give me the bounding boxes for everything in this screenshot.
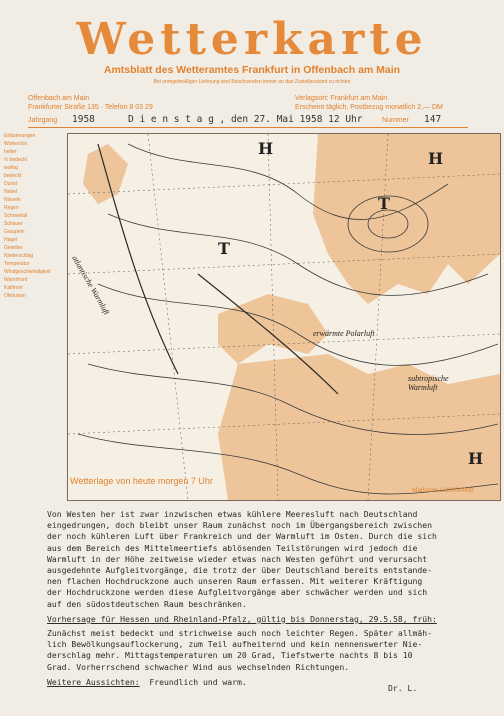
label-subtropical-warm-air: subtropische Warmluft xyxy=(408,374,449,392)
legend-item: ½ bedeckt xyxy=(4,157,28,163)
jahrgang-label: Jahrgang xyxy=(28,117,58,124)
legend-item: Nebel xyxy=(4,189,18,195)
svg-text:T: T xyxy=(218,239,230,258)
legend-item: Hagel xyxy=(4,237,18,243)
legend-item: bedeckt xyxy=(4,173,22,179)
legend-item: heiter xyxy=(4,149,17,155)
legend-item: Regen xyxy=(4,205,19,211)
signature: Dr. L. xyxy=(388,683,418,693)
legend-item: Schauer xyxy=(4,221,23,227)
synopsis-paragraph: Von Westen her ist zwar inzwischen etwas kühlere Meeresluft nach Deutschland eingedrungen, doch bleibt unser Raum zunächst noch im Übergangsbereich zwischen der noch kühleren Luft über Frankreich und der Warmluft im Osten. Durch die sich aus dem Bereich des Mittelmeertiefs ablösenden Teilstörungen wird jedoch die Warmluft in der Höhe zeitweise wieder etwas nach Westen geführt und verursacht ausgedehnte Aufgleitvorgänge, die trotz der über Deutschland bereits entstande- nen flachen Hochdruckzone auch unseren Raum erfassen. Mit weiterer Kräftigung der Hochdruckzone werden diese Aufgleitvorgänge aber schwächer werden und sich auf den südostdeutschen Raum beschränken. xyxy=(47,509,437,609)
legend-item: Graupeln xyxy=(4,229,25,235)
outlook-value: Freundlich und warm. xyxy=(149,676,247,687)
forecast-heading: Vorhersage für Hessen und Rheinland-Pfalz, gültig bis Donnerstag, 29.5.58, früh: xyxy=(47,613,437,624)
masthead-title: Wetterkarte xyxy=(76,14,428,65)
publisher-city: Offenbach am Main xyxy=(28,95,89,102)
legend-item: wolkig xyxy=(4,165,18,171)
label-atlantic-warm-air: atlantische Warmluft xyxy=(70,254,112,317)
issue-date: D i e n s t a g , den 27. Mai 1958 12 Uhr xyxy=(128,114,363,125)
legend-item: Temperatur xyxy=(4,261,30,267)
legend-item: Niederschlag xyxy=(4,253,34,259)
header-rule xyxy=(28,127,468,128)
legend-item: Gewitter xyxy=(4,245,23,251)
svg-text:H: H xyxy=(428,149,444,168)
weather-map xyxy=(67,133,501,501)
legend-item: Warmfront xyxy=(4,277,28,283)
svg-text:T: T xyxy=(378,194,390,213)
weather-map-drawing xyxy=(68,134,500,500)
issue-line xyxy=(28,114,468,126)
map-legend xyxy=(4,132,66,502)
legend-item: Nieseln xyxy=(4,197,21,203)
outlook-line xyxy=(47,677,502,688)
publication-info xyxy=(295,94,443,112)
jahrgang-value: 1958 xyxy=(72,114,95,125)
publisher-street-phone: Frankfurter Straße 135 · Telefon 8 03 29 xyxy=(28,104,153,111)
legend-item: Dunst xyxy=(4,181,18,187)
legend-item: Kaltfront xyxy=(4,285,23,291)
publisher-address xyxy=(28,94,153,112)
legend-item: Wolkenlos xyxy=(4,141,27,147)
delivery-note: Bei unregelmäßiger Lieferung sind Beschwerden immer an das Zustellpostamt zu richten xyxy=(153,79,351,85)
masthead-subtitle: Amtsblatt des Wetteramtes Frankfurt in Offenbach am Main xyxy=(103,64,401,76)
svg-text:H: H xyxy=(468,449,484,468)
legend-item: Windgeschwindigkeit xyxy=(4,269,51,275)
nummer-label: Nummer xyxy=(382,117,409,124)
outlook-label: Weitere Aussichten: xyxy=(47,676,140,687)
legend-item: Schneefall xyxy=(4,213,28,219)
legend-item: Erläuterungen xyxy=(4,133,36,139)
map-scale: Maßstab 1:30000000 xyxy=(412,487,474,494)
forecast-paragraph: Zunächst meist bedeckt und strichweise auch noch leichter Regen. Später allmäh- lich Bewölkungsauflockerung, zum Teil aufheiternd und kein nennenswerter Nie- derschlag mehr. Mittagstemperaturen um 20 Grad, Tiefstwerte nachts 8 bis 10 Grad. Vorherrschend schwacher Wind aus wechselnden Richtungen. xyxy=(47,628,432,672)
publication-place: Verlagsort: Frankfurt am Main xyxy=(295,95,388,102)
legend-item: Okklusion xyxy=(4,293,26,299)
subscription-info: Erscheint täglich, Postbezug monatlich 2,— DM xyxy=(295,104,443,111)
label-polar-air: erwärmte Polarluft xyxy=(313,329,375,338)
fronts xyxy=(98,144,338,394)
svg-text:H: H xyxy=(258,139,274,158)
map-caption: Wetterlage von heute morgen 7 Uhr xyxy=(70,476,213,486)
nummer-value: 147 xyxy=(424,114,442,125)
forecast-text xyxy=(47,509,502,688)
